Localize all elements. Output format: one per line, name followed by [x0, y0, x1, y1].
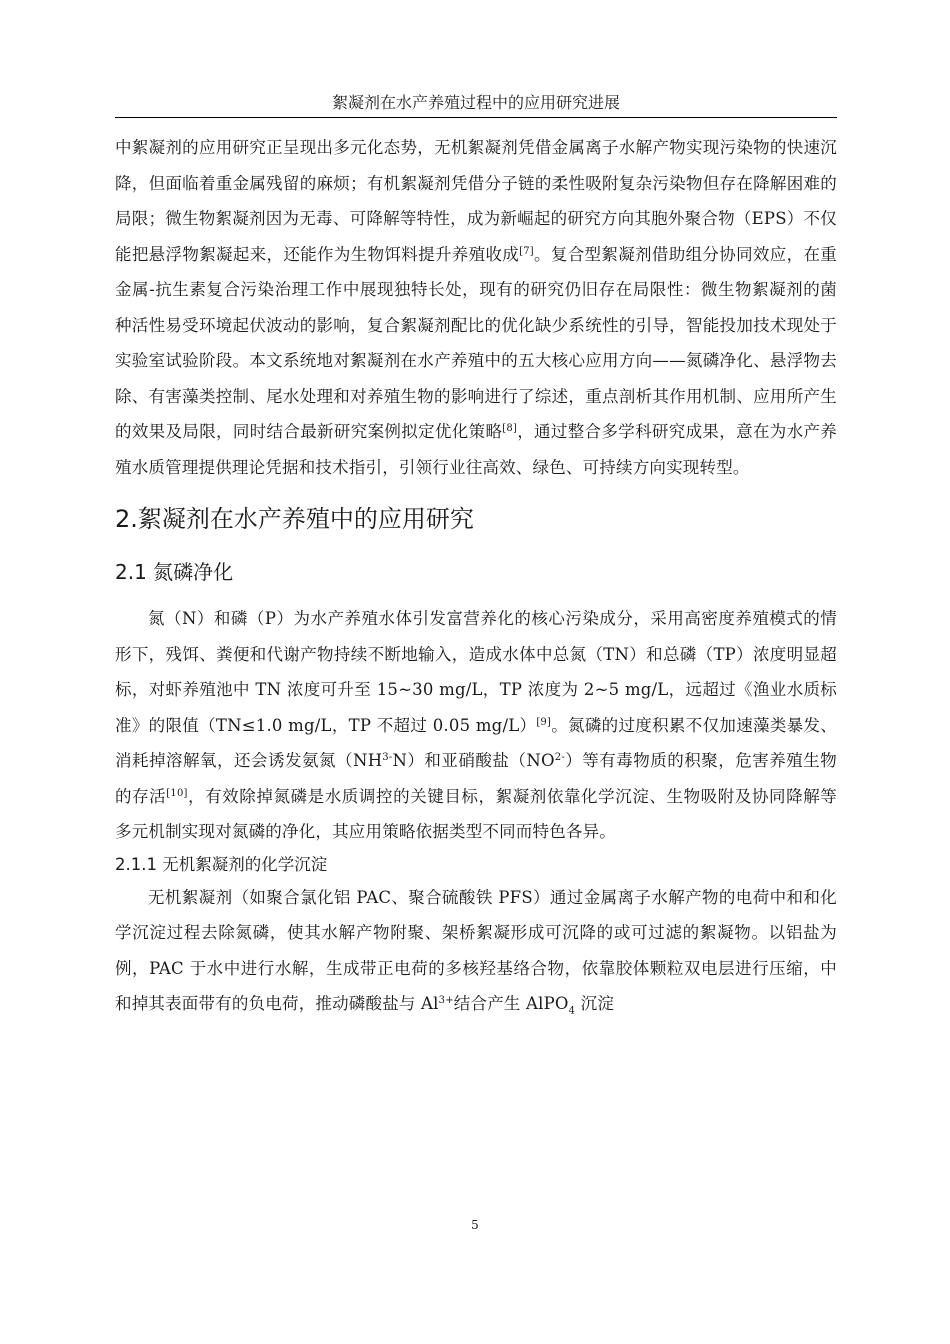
ammonia-superscript: 3- — [382, 752, 393, 763]
intro-paragraph — [115, 130, 837, 485]
nitrite-superscript: 2- — [554, 752, 565, 763]
page-number: 5 — [471, 1218, 479, 1232]
nitrogen-phosphorus-paragraph — [115, 601, 837, 850]
phosphate-subscript: 4 — [568, 1005, 576, 1017]
inorganic-text-3: 沉淀 — [575, 994, 615, 1013]
aluminium-ion-superscript: 3+ — [438, 995, 454, 1006]
inorganic-flocculant-paragraph — [115, 880, 837, 1022]
intro-text-2: 。复合型絮凝剂借助组分协同效应，在重金属-抗生素复合污染治理工作中展现独特长处，现有的研究仍旧存在局限性：微生物絮凝剂的菌种活性易受环境起伏波动的影响，复合絮凝剂配比的优化缺少系统性的引导，智能投加技术现处于实验室试验阶段。本文系统地对絮凝剂在水产养殖中的五大核心应用方向——氮磷净化、悬浮物去除、有害藻类控制、尾水处理和对养殖生物的影响进行了综述，重点剖析其作用机制、应用所产生的效果及局限，同时结合最新研究案例拟定优化策略 — [115, 244, 837, 441]
section-2-1-heading: 2.1 氮磷净化 — [115, 560, 234, 584]
np-text-4: ）等有毒物质的积聚，危害养殖生物的存活 — [115, 751, 837, 806]
citation-7: [7] — [519, 245, 534, 257]
inorganic-text-2: 结合产生 AlPO — [453, 994, 569, 1013]
running-header: 絮凝剂在水产养殖过程中的应用研究进展 — [331, 93, 620, 112]
inorganic-text-1: 无机絮凝剂（如聚合氯化铝 PAC、聚合硫酸铁 PFS）通过金属离子水解产物的电荷中和和化学沉淀过程去除氮磷，使其水解产物附聚、架桥絮凝形成可沉降的或可过滤的絮凝物。以铝盐为例，PAC 于水中进行水解，生成带正电荷的多核羟基络合物，依靠胶体颗粒双电层进行压缩，中和掉其表面带有的负电荷，推动磷酸盐与 Al — [115, 887, 837, 1013]
header-rule — [115, 117, 837, 118]
np-text-2: 。氮磷的过度积累不仅加速藻类暴发、消耗掉溶解氧，还会诱发氨氮（NH — [115, 715, 837, 770]
main-content — [115, 130, 837, 1022]
citation-9: [9] — [536, 716, 552, 728]
section-2-1-1-heading: 2.1.1 无机絮凝剂的化学沉淀 — [115, 854, 328, 874]
intro-text-3: ，通过整合多学科研究成果，意在为水产养殖水质管理提供理论凭据和技术指引，引领行业往高效、绿色、可持续方向实现转型。 — [115, 422, 837, 477]
intro-text-1: 中絮凝剂的应用研究正呈现出多元化态势，无机絮凝剂凭借金属离子水解产物实现污染物的快速沉降，但面临着重金属残留的麻烦；有机絮凝剂凭借分子链的柔性吸附复杂污染物但存在降解困难的局限；微生物絮凝剂因为无毒、可降解等特性，成为新崛起的研究方向其胞外聚合物（EPS）不仅能把悬浮物絮凝起来，还能作为生物饵料提升养殖收成 — [115, 138, 837, 264]
citation-8: [8] — [502, 423, 518, 434]
citation-10: [10] — [166, 787, 188, 799]
np-text-5: ，有效除掉氮磷是水质调控的关键目标，絮凝剂依靠化学沉淀、生物吸附及协同降解等多元机制实现对氮磷的净化，其应用策略依据类型不同而特色各异。 — [115, 786, 837, 841]
np-text-1: 氮（N）和磷（P）为水产养殖水体引发富营养化的核心污染成分，采用高密度养殖模式的情形下，残饵、粪便和代谢产物持续不断地输入，造成水体中总氮（TN）和总磷（TP）浓度明显超标，对虾养殖池中 TN 浓度可升至 15~30 mg/L，TP 浓度为 2~5 mg/L，远超过《渔业水质标准》的限值（TN≤1.0 mg/L，TP 不超过 0.05 mg/L） — [115, 609, 837, 735]
section-2-heading: 2.絮凝剂在水产养殖中的应用研究 — [115, 505, 474, 533]
np-text-3: N）和亚硝酸盐（NO — [392, 751, 555, 770]
